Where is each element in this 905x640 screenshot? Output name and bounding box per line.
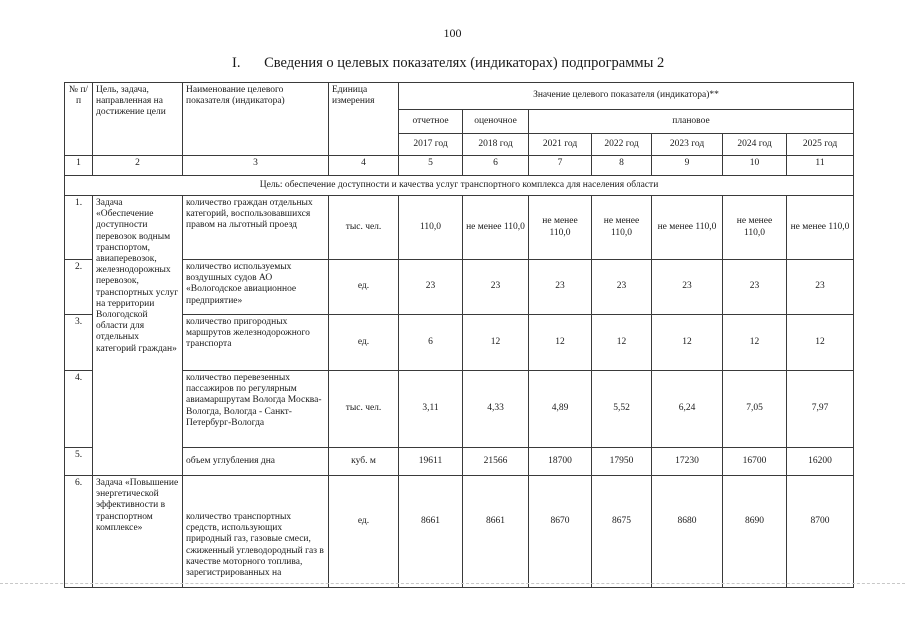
value-cell: 6,24 — [652, 371, 723, 448]
scan-fold-line — [0, 583, 905, 584]
table-row — [65, 315, 854, 371]
indicator-name: количество перевезенных пассажиров по регулярным авиамаршрутам Вологда Москва-Вологда, Вологда - Санкт-Петербург-Вологда — [183, 371, 329, 448]
row-number: 1. — [65, 196, 93, 260]
value-cell: 8661 — [399, 476, 463, 588]
value-cell: 12 — [592, 315, 652, 371]
indicator-name: количество граждан отдельных категорий, воспользовавшихся правом на льготный проезд — [183, 196, 329, 260]
table-row — [65, 448, 854, 476]
value-cell: 5,52 — [592, 371, 652, 448]
indicator-name: объем углубления дна — [183, 448, 329, 476]
column-numbers-row — [65, 156, 854, 176]
column-number: 10 — [723, 156, 787, 176]
value-cell: 23 — [592, 260, 652, 315]
value-cell: 23 — [787, 260, 854, 315]
section-number: I. — [232, 55, 241, 71]
header-planned: плановое — [529, 110, 854, 134]
value-cell: не менее 110,0 — [787, 196, 854, 260]
value-cell: 18700 — [529, 448, 592, 476]
header-reporting: отчетное — [399, 110, 463, 134]
value-cell: 8670 — [529, 476, 592, 588]
column-number: 5 — [399, 156, 463, 176]
unit-cell: ед. — [329, 476, 399, 588]
goal-row — [65, 176, 854, 196]
unit-cell: тыс. чел. — [329, 371, 399, 448]
value-cell: 12 — [463, 315, 529, 371]
column-number: 4 — [329, 156, 399, 176]
section-title — [232, 55, 664, 72]
value-cell: 12 — [787, 315, 854, 371]
value-cell: 4,89 — [529, 371, 592, 448]
row-number: 6. — [65, 476, 93, 588]
column-number: 6 — [463, 156, 529, 176]
indicator-name: количество используемых воздушных судов АО «Вологодское авиационное предприятие» — [183, 260, 329, 315]
value-cell: не менее 110,0 — [463, 196, 529, 260]
year-header: 2024 год — [723, 134, 787, 156]
header-indicator: Наименование целевого показателя (индикатора) — [183, 83, 329, 156]
value-cell: 8661 — [463, 476, 529, 588]
row-number: 5. — [65, 448, 93, 476]
row-number: 3. — [65, 315, 93, 371]
value-cell: 3,11 — [399, 371, 463, 448]
value-cell: 16700 — [723, 448, 787, 476]
page-number: 100 — [443, 26, 462, 40]
year-header: 2023 год — [652, 134, 723, 156]
value-cell: не менее 110,0 — [529, 196, 592, 260]
column-number: 8 — [592, 156, 652, 176]
value-cell: 21566 — [463, 448, 529, 476]
row-number: 2. — [65, 260, 93, 315]
value-cell: 23 — [399, 260, 463, 315]
year-header: 2017 год — [399, 134, 463, 156]
value-cell: 7,97 — [787, 371, 854, 448]
value-cell: 23 — [463, 260, 529, 315]
value-cell: 23 — [529, 260, 592, 315]
table-row — [65, 476, 854, 588]
indicator-name: количество пригородных маршрутов железнодорожного транспорта — [183, 315, 329, 371]
header-value-group: Значение целевого показателя (индикатора)** — [399, 83, 854, 110]
column-number: 2 — [93, 156, 183, 176]
indicator-name: количество транспортных средств, использующих природный газ, газовые смеси, сжиженный углеводородный газ в качестве моторного топлива, зарегистрированных на — [183, 476, 329, 588]
value-cell: 12 — [652, 315, 723, 371]
header-estimated: оценочное — [463, 110, 529, 134]
table-row — [65, 260, 854, 315]
header-row-1 — [65, 83, 854, 110]
value-cell: 8690 — [723, 476, 787, 588]
unit-cell: куб. м — [329, 448, 399, 476]
value-cell: 12 — [723, 315, 787, 371]
value-cell: 17230 — [652, 448, 723, 476]
value-cell: 12 — [529, 315, 592, 371]
section-title-text: Сведения о целевых показателях (индикаторах) подпрограммы 2 — [264, 55, 665, 71]
value-cell: 23 — [723, 260, 787, 315]
value-cell: 19611 — [399, 448, 463, 476]
column-number: 3 — [183, 156, 329, 176]
header-goal-task: Цель, задача, направленная на достижение цели — [93, 83, 183, 156]
task-cell: Задача «Обеспечение доступности перевозок водным транспортом, авиаперевозок, железнодорожных перевозок, транспортных услуг на территории Вологодской области для отдельных категорий граждан» — [93, 196, 183, 476]
value-cell: не менее 110,0 — [652, 196, 723, 260]
header-unit: Единица измерения — [329, 83, 399, 156]
column-number: 11 — [787, 156, 854, 176]
unit-cell: ед. — [329, 315, 399, 371]
value-cell: 4,33 — [463, 371, 529, 448]
year-header: 2025 год — [787, 134, 854, 156]
task-cell: Задача «Повышение энергетической эффективности в транспортном комплексе» — [93, 476, 183, 588]
column-number: 7 — [529, 156, 592, 176]
value-cell: 16200 — [787, 448, 854, 476]
row-number: 4. — [65, 371, 93, 448]
column-number: 1 — [65, 156, 93, 176]
year-header: 2018 год — [463, 134, 529, 156]
value-cell: 7,05 — [723, 371, 787, 448]
table-row — [65, 371, 854, 448]
table-row — [65, 196, 854, 260]
value-cell: 8700 — [787, 476, 854, 588]
indicators-table — [64, 82, 854, 588]
header-num: № п/п — [65, 83, 93, 156]
year-header: 2022 год — [592, 134, 652, 156]
value-cell: не менее 110,0 — [592, 196, 652, 260]
value-cell: 23 — [652, 260, 723, 315]
value-cell: 110,0 — [399, 196, 463, 260]
value-cell: не менее 110,0 — [723, 196, 787, 260]
value-cell: 8675 — [592, 476, 652, 588]
goal-text: Цель: обеспечение доступности и качества услуг транспортного комплекса для населения области — [65, 176, 854, 196]
value-cell: 6 — [399, 315, 463, 371]
column-number: 9 — [652, 156, 723, 176]
value-cell: 17950 — [592, 448, 652, 476]
year-header: 2021 год — [529, 134, 592, 156]
unit-cell: ед. — [329, 260, 399, 315]
unit-cell: тыс. чел. — [329, 196, 399, 260]
value-cell: 8680 — [652, 476, 723, 588]
